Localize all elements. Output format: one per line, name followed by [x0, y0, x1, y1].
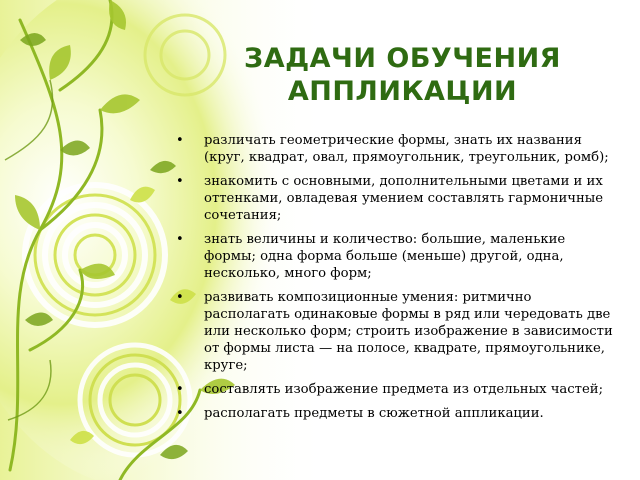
- list-item-text: знать величины и количество: большие, маленькие формы; одна форма больше (меньше) другой, одна, несколько, много форм;: [204, 232, 566, 281]
- list-item: [176, 173, 616, 224]
- list-item-text: развивать композиционные умения: ритмично располагать одинаковые формы в ряд или чередовать две или несколько форм; строить изображение в зависимости от формы листа — на полосе, квадрате, прямоугольнике, круге;: [204, 290, 613, 373]
- objectives-list: [176, 132, 616, 429]
- list-item-text: составлять изображение предмета из отдельных частей;: [204, 382, 604, 397]
- list-item-text: знакомить с основными, дополнительными цветами и их оттенками, овладевая умением составлять гармоничные сочетания;: [204, 174, 604, 223]
- list-item: [176, 405, 616, 422]
- list-item: [176, 289, 616, 374]
- bullet-icon: •: [176, 290, 184, 305]
- bullet-icon: •: [176, 382, 184, 397]
- bullet-icon: •: [176, 232, 184, 247]
- list-item: [176, 132, 616, 166]
- slide-title: [205, 42, 600, 108]
- bullet-icon: •: [176, 406, 184, 421]
- bullet-icon: •: [176, 174, 184, 189]
- list-item-text: различать геометрические формы, знать их названия (круг, квадрат, овал, прямоугольник, треугольник, ромб);: [204, 133, 609, 165]
- bullet-icon: •: [176, 133, 184, 148]
- list-item: [176, 231, 616, 282]
- slide-title-line-2: АППЛИКАЦИИ: [287, 76, 518, 108]
- list-item-text: располагать предметы в сюжетной аппликации.: [204, 406, 544, 421]
- slide-title-line-1: ЗАДАЧИ ОБУЧЕНИЯ: [244, 43, 561, 75]
- list-item: [176, 381, 616, 398]
